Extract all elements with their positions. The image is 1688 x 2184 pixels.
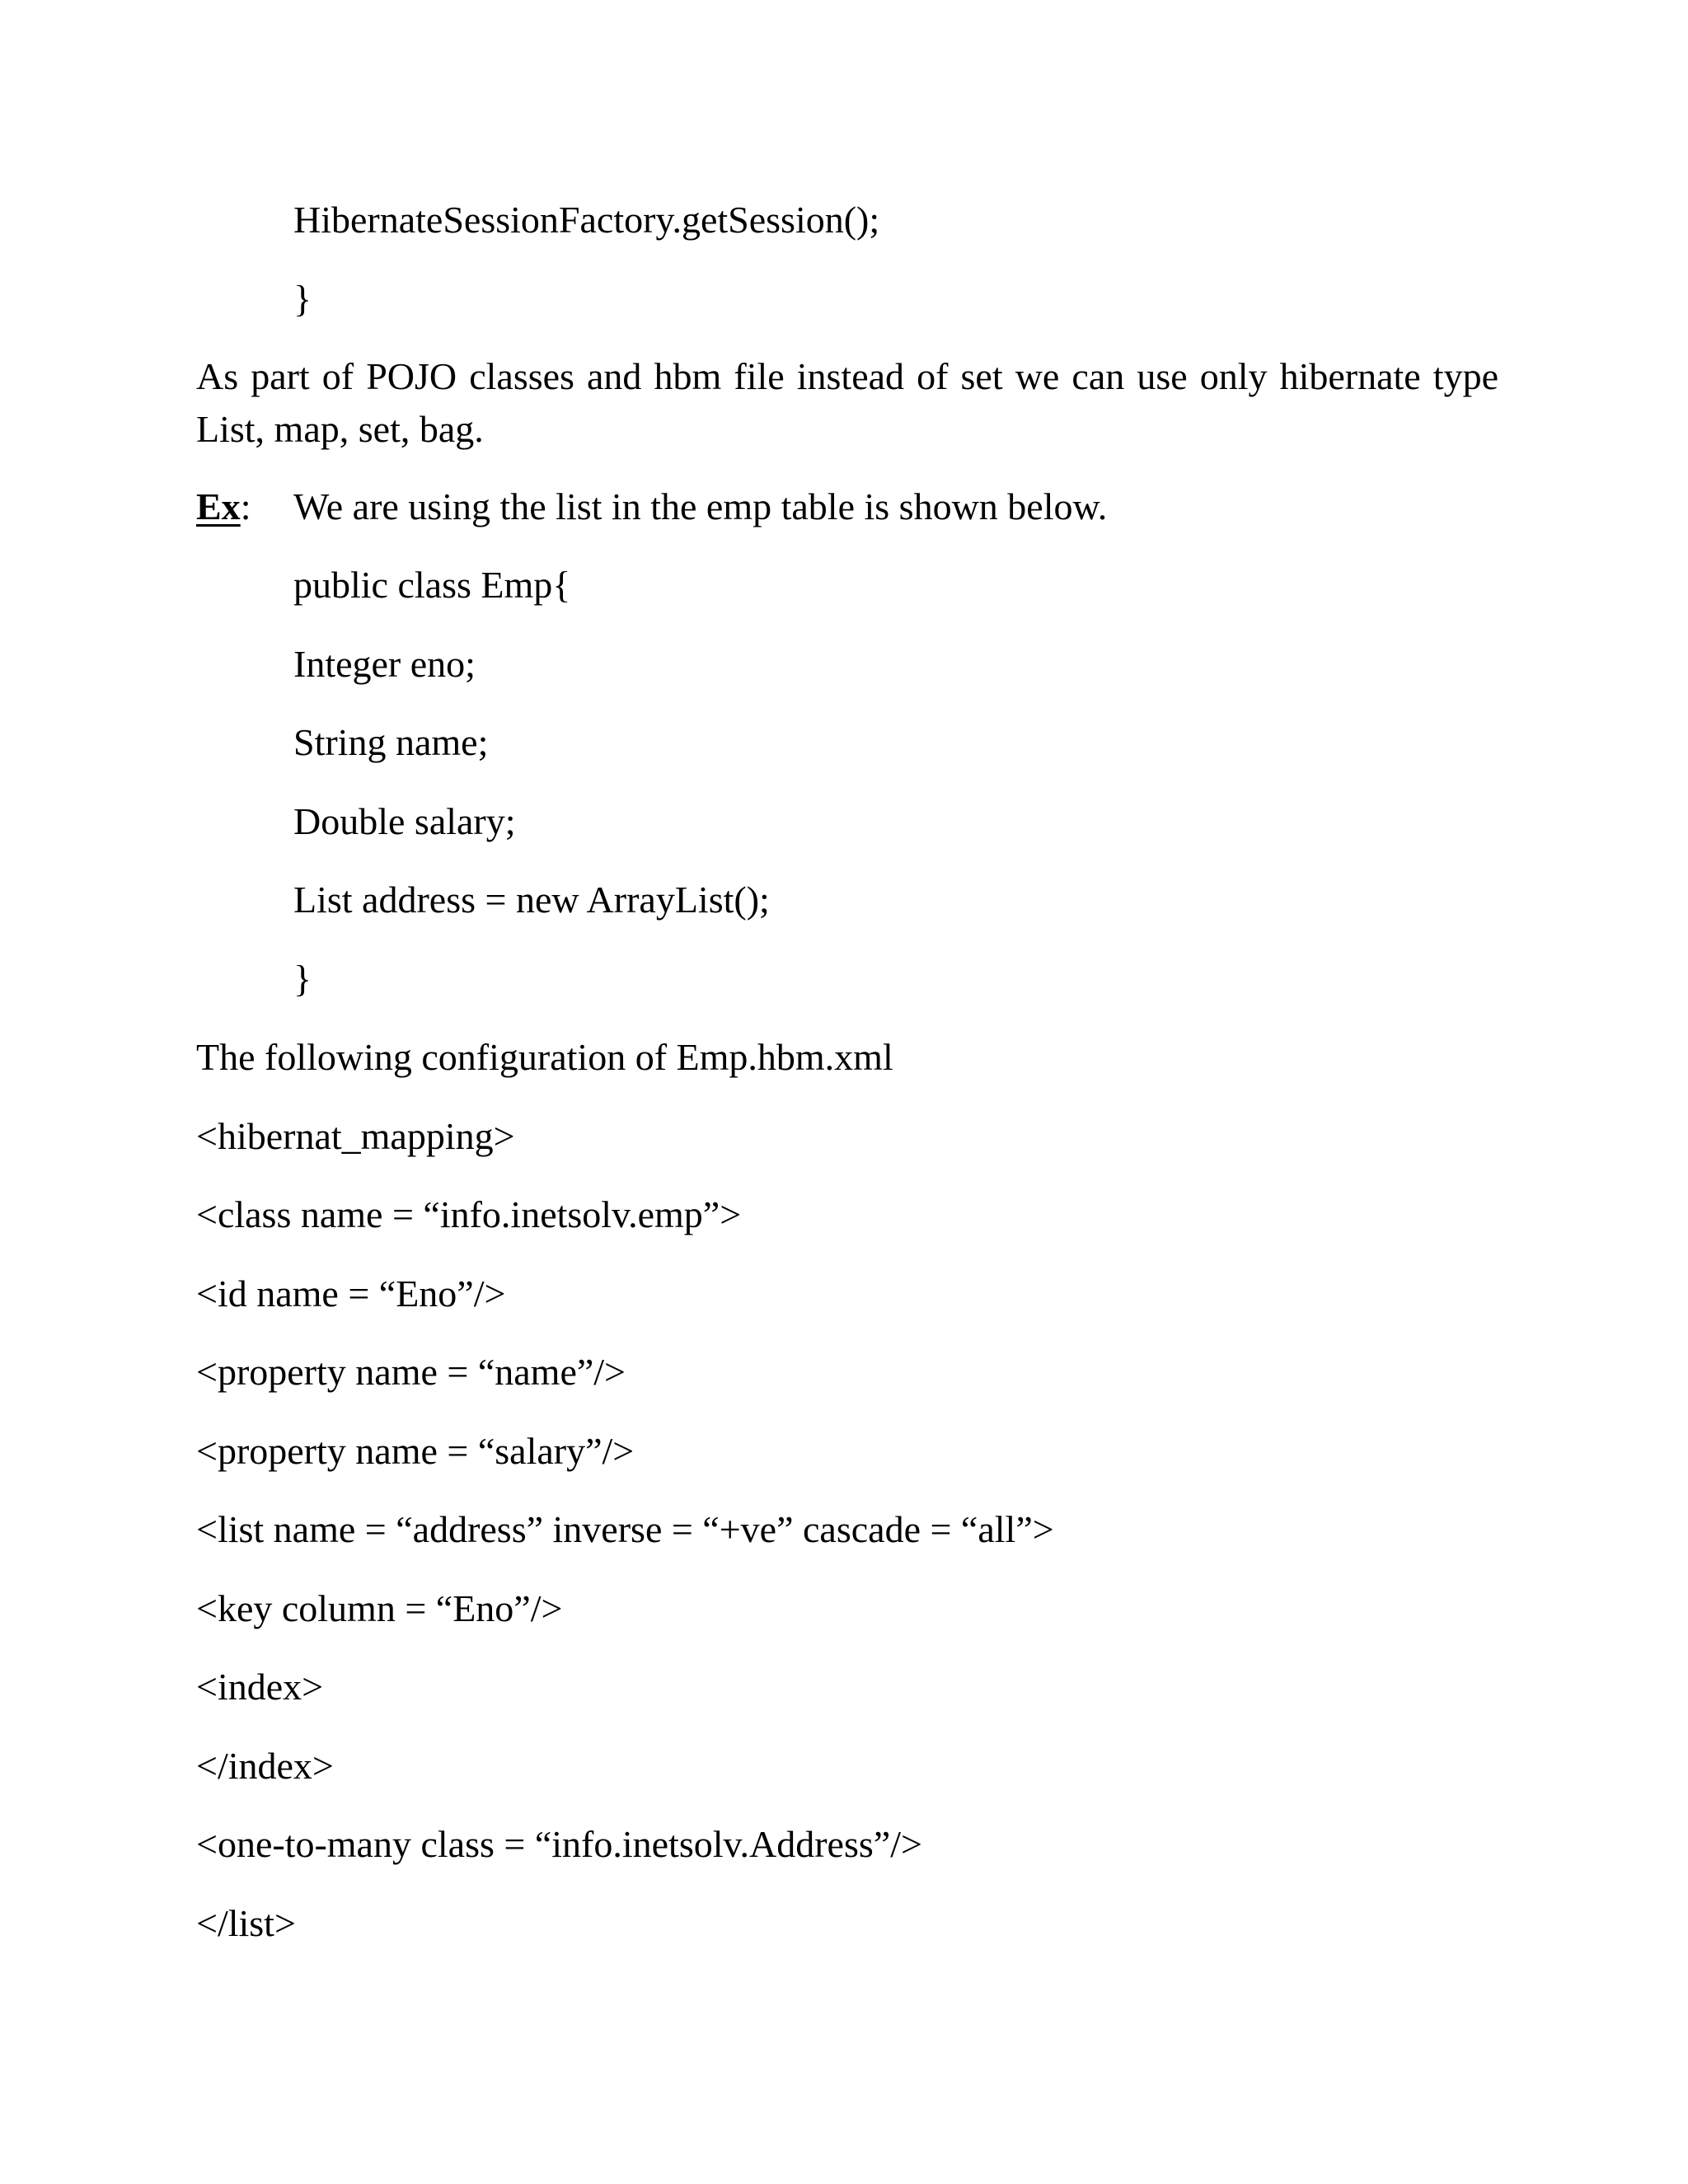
example-label-word: Ex bbox=[196, 485, 241, 527]
example-label bbox=[196, 482, 251, 532]
pojo-code-line: Integer eno; bbox=[293, 643, 476, 685]
xml-code-line: <property name = “name”/> bbox=[196, 1351, 626, 1393]
code-line-close-brace: } bbox=[293, 278, 312, 320]
xml-code-line: <one-to-many class = “info.inetsolv.Address”/> bbox=[196, 1823, 922, 1865]
paragraph-hibernate-types: As part of POJO classes and hbm file instead of set we can use only hibernate type List, map, set, bag. bbox=[196, 355, 1498, 450]
xml-code-line: <list name = “address” inverse = “+ve” cascade = “all”> bbox=[196, 1508, 1054, 1550]
example-description: We are using the list in the emp table is shown below. bbox=[293, 485, 1108, 527]
xml-code-line: <property name = “salary”/> bbox=[196, 1430, 635, 1472]
xml-code-line: <index> bbox=[196, 1666, 324, 1708]
pojo-code-line: } bbox=[293, 958, 312, 1000]
config-intro: The following configuration of Emp.hbm.xml bbox=[196, 1036, 893, 1078]
xml-code-line: <id name = “Eno”/> bbox=[196, 1272, 506, 1315]
code-line-get-session: HibernateSessionFactory.getSession(); bbox=[293, 199, 880, 241]
example-label-colon: : bbox=[240, 485, 251, 527]
pojo-code-line: String name; bbox=[293, 721, 489, 763]
xml-code-line: <class name = “info.inetsolv.emp”> bbox=[196, 1193, 742, 1235]
xml-code-line: <hibernat_mapping> bbox=[196, 1115, 515, 1157]
xml-code-line: </index> bbox=[196, 1745, 334, 1787]
pojo-code-line: public class Emp{ bbox=[293, 564, 571, 606]
pojo-code-line: Double salary; bbox=[293, 800, 516, 842]
pojo-code-line: List address = new ArrayList(); bbox=[293, 879, 770, 921]
xml-code-line: <key column = “Eno”/> bbox=[196, 1587, 563, 1629]
xml-code-line: </list> bbox=[196, 1902, 296, 1944]
